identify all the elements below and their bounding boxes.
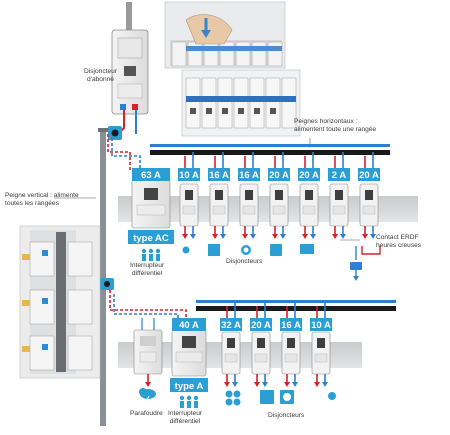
photo-inset-bottom [182,70,300,136]
photo-inset-top [165,2,285,68]
top-breaker-rating: 16 A [209,170,229,181]
top-breaker [238,152,260,239]
label-contact-erdf-line1: Contact ERDF [376,234,419,241]
bottom-breaker [310,302,332,387]
label-parafoudre: Parafoudre [130,410,163,417]
top-differential-people-icon [142,249,160,261]
bottom-breaker-rating: 10 A [311,320,331,331]
label-interrupteur-bottom-line2: différentiel [169,418,201,425]
label-interrupteur-top-line2: différentiel [131,270,163,277]
label-interrupteur-bottom-line1: Interrupteur [168,410,203,417]
bottom-appliance-icons [226,390,337,406]
label-disjoncteur-abonne [84,68,117,84]
top-differential-rating: 63 A [141,170,161,181]
bottom-differential-rating: 40 A [179,320,199,331]
top-appliance-icons [183,244,315,256]
top-horizontal-comb-black [150,150,390,155]
top-differential-type: type AC [133,233,169,244]
label-peigne-vertical-line1: Peigne vertical : alimente [5,192,79,199]
label-interrupteur-top [130,262,164,278]
bottom-horizontal-comb-blue [196,300,396,303]
bottom-differential-type: type A [174,381,204,392]
label-disjoncteur-abonne-line2: d'abonné [87,76,114,83]
bottom-differential-people-icon [180,396,198,408]
top-breaker [358,152,380,239]
bottom-breaker [250,302,272,387]
label-peignes-horizontaux-line2: alimentent toute une rangée [294,126,377,133]
bottom-differential-rating-badge [172,318,206,331]
top-breaker-rating: 2 A [331,170,347,181]
photo-inset-left [20,226,100,378]
label-disjoncteurs-top: Disjoncteurs [226,258,263,265]
top-differential-switch [132,180,170,228]
label-interrupteur-bottom [168,410,202,426]
bottom-breaker [220,302,242,387]
bottom-breaker-rating: 32 A [221,320,241,331]
bottom-differential-switch [172,330,206,376]
top-horizontal-comb-blue [150,144,390,147]
label-peigne-vertical-line2: toutes les rangées [5,200,59,207]
label-interrupteur-top-line1: Interrupteur [130,262,165,269]
top-differential-type-badge [128,230,174,244]
top-breaker-rating: 20 A [359,170,379,181]
label-disjoncteurs-bottom: Disjoncteurs [268,412,305,419]
lightning-cloud-icon [139,388,156,407]
label-peignes-horizontaux [294,118,376,134]
top-breaker [208,152,230,239]
bottom-horizontal-comb-black [196,306,396,311]
top-breaker-rating: 10 A [179,170,199,181]
erdf-contact-wiring [350,246,380,281]
bottom-feed-phase [110,290,186,322]
vertical-comb-connector-mid [100,278,114,290]
bottom-breaker-rating: 16 A [281,320,301,331]
label-contact-erdf-line2: heures creuses [376,242,422,249]
top-breaker [328,152,350,239]
bottom-breaker-rating: 20 A [251,320,271,331]
top-breaker [298,152,320,239]
bottom-differential-type-badge [170,378,208,392]
bottom-breaker [280,302,302,387]
label-contact-erdf [376,234,421,250]
top-breaker-rating: 20 A [299,170,319,181]
label-peigne-vertical [5,192,79,208]
label-peignes-horizontaux-line1: Peignes horizontaux : [294,118,358,125]
top-feed-neutral [112,138,140,172]
top-differential-rating-badge [132,168,170,181]
label-disjoncteur-abonne-line1: Disjoncteur [84,68,117,75]
top-breakers [178,152,380,239]
parafoudre-device [134,318,162,387]
disjoncteur-abonne [112,2,148,114]
top-breaker-rating: 16 A [239,170,259,181]
top-breaker [178,152,200,239]
vertical-comb-connector-top [108,126,122,140]
bottom-feed-neutral [114,294,178,322]
top-breaker [268,152,290,239]
top-breaker-rating: 20 A [269,170,289,181]
